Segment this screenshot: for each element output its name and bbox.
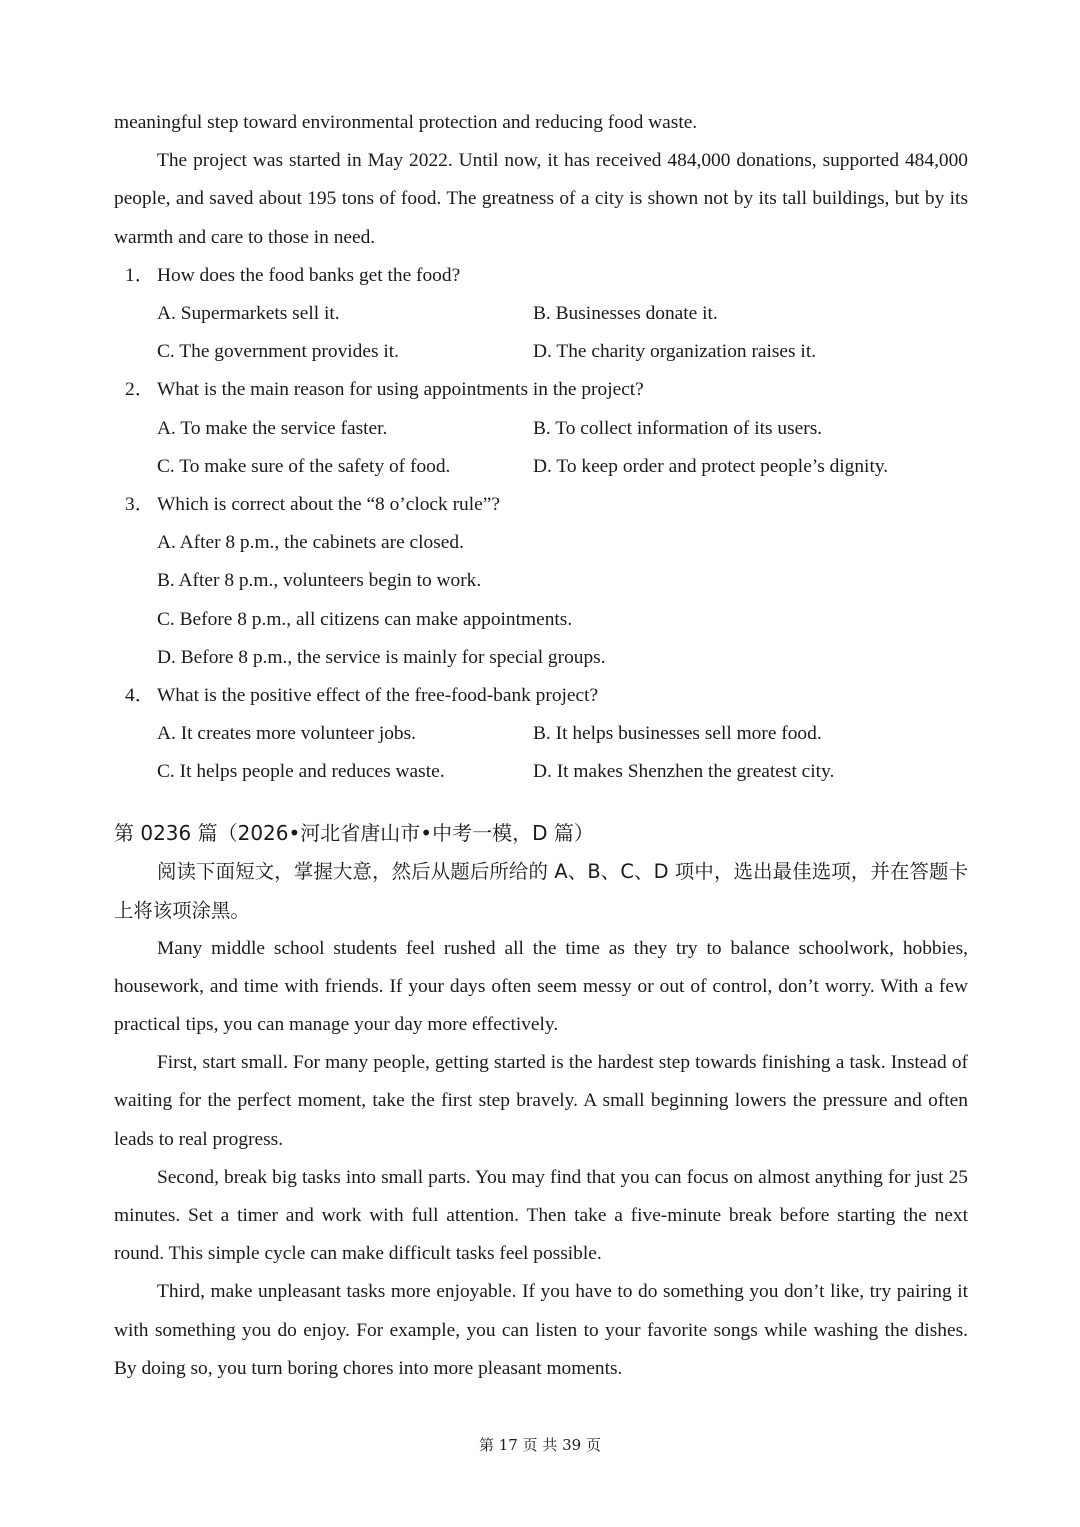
question-text: How does the food banks get the food? (157, 264, 461, 286)
passage-paragraph: Many middle school students feel rushed all the time as they try to balance schoolwork, hobbies, housework, and time with friends. If your days often seem messy or out of control, don’t worry. With a few practical tips, you can manage your day more effectively. (114, 937, 968, 1036)
option-c: C. It helps people and reduces waste. (157, 761, 445, 783)
document-page (114, 104, 968, 1388)
option-a: A. It creates more volunteer jobs. (157, 723, 416, 745)
question-3 (114, 486, 968, 524)
option-a: A. Supermarkets sell it. (157, 303, 340, 325)
passage-paragraph: Third, make unpleasant tasks more enjoyable. If you have to do something you don’t like, try pairing it with something you do enjoy. For example, you can listen to your favorite songs while washing the dishes. By doing so, you turn boring chores into more pleasant moments. (114, 1281, 968, 1379)
question-2 (114, 371, 968, 409)
option-c: C. To make sure of the safety of food. (157, 455, 451, 477)
question-text: What is the positive effect of the free-food-bank project? (157, 685, 599, 707)
option-d: D. The charity organization raises it. (533, 341, 817, 363)
question-number: 2． (125, 379, 155, 401)
question-1-options (114, 295, 968, 371)
passage-paragraph: Second, break big tasks into small parts. You may find that you can focus on almost anything for just 25 minutes. Set a timer and work with full attention. Then take a five-minute break before starting the next round. This simple cycle can make difficult tasks feel possible. (114, 1166, 968, 1265)
passage-title: 第 0236 篇（2026•河北省唐山市•中考一模，D 篇） (114, 820, 594, 845)
option-d: D. To keep order and protect people’s dignity. (533, 455, 889, 477)
option-c: C. The government provides it. (157, 341, 399, 363)
question-text: Which is correct about the “8 o’clock rule”? (157, 494, 500, 516)
question-number: 4． (125, 685, 155, 707)
question-text: What is the main reason for using appointments in the project? (157, 379, 644, 401)
passage-paragraph: First, start small. For many people, getting started is the hardest step towards finishing a task. Instead of waiting for the perfect moment, take the first step bravely. A small beginning lowers the pressure and often leads to real progress. (114, 1052, 968, 1150)
question-number: 1． (125, 264, 155, 286)
question-4-options (114, 715, 968, 791)
question-2-options (114, 410, 968, 486)
option-b: B. Businesses donate it. (533, 303, 718, 325)
option-a: A. After 8 p.m., the cabinets are closed. (157, 532, 464, 554)
question-3-options (114, 524, 968, 677)
passage-paragraph: The project was started in May 2022. Until now, it has received 484,000 donations, supported 484,000 people, and saved about 195 tons of food. The greatness of a city is shown not by its tall buildings, but by its warmth and care to those in need. (114, 150, 968, 248)
option-a: A. To make the service faster. (157, 417, 388, 439)
option-b: B. It helps businesses sell more food. (533, 723, 822, 745)
option-c: C. Before 8 p.m., all citizens can make appointments. (157, 608, 573, 630)
question-4 (114, 677, 968, 715)
option-b: B. To collect information of its users. (533, 417, 823, 439)
question-1 (114, 257, 968, 295)
page-number-footer: 第 17 页 共 39 页 (478, 1436, 601, 1454)
question-number: 3． (125, 494, 155, 516)
option-d: D. It makes Shenzhen the greatest city. (533, 761, 835, 783)
passage-continuation-line: meaningful step toward environmental protection and reducing food waste. (114, 112, 698, 133)
passage-instruction: 阅读下面短文，掌握大意，然后从题后所给的 A、B、C、D 项中，选出最佳选项，并在答题卡上将该项涂黑。 (114, 859, 968, 922)
option-b: B. After 8 p.m., volunteers begin to work. (157, 570, 482, 592)
option-d: D. Before 8 p.m., the service is mainly for special groups. (157, 646, 606, 668)
